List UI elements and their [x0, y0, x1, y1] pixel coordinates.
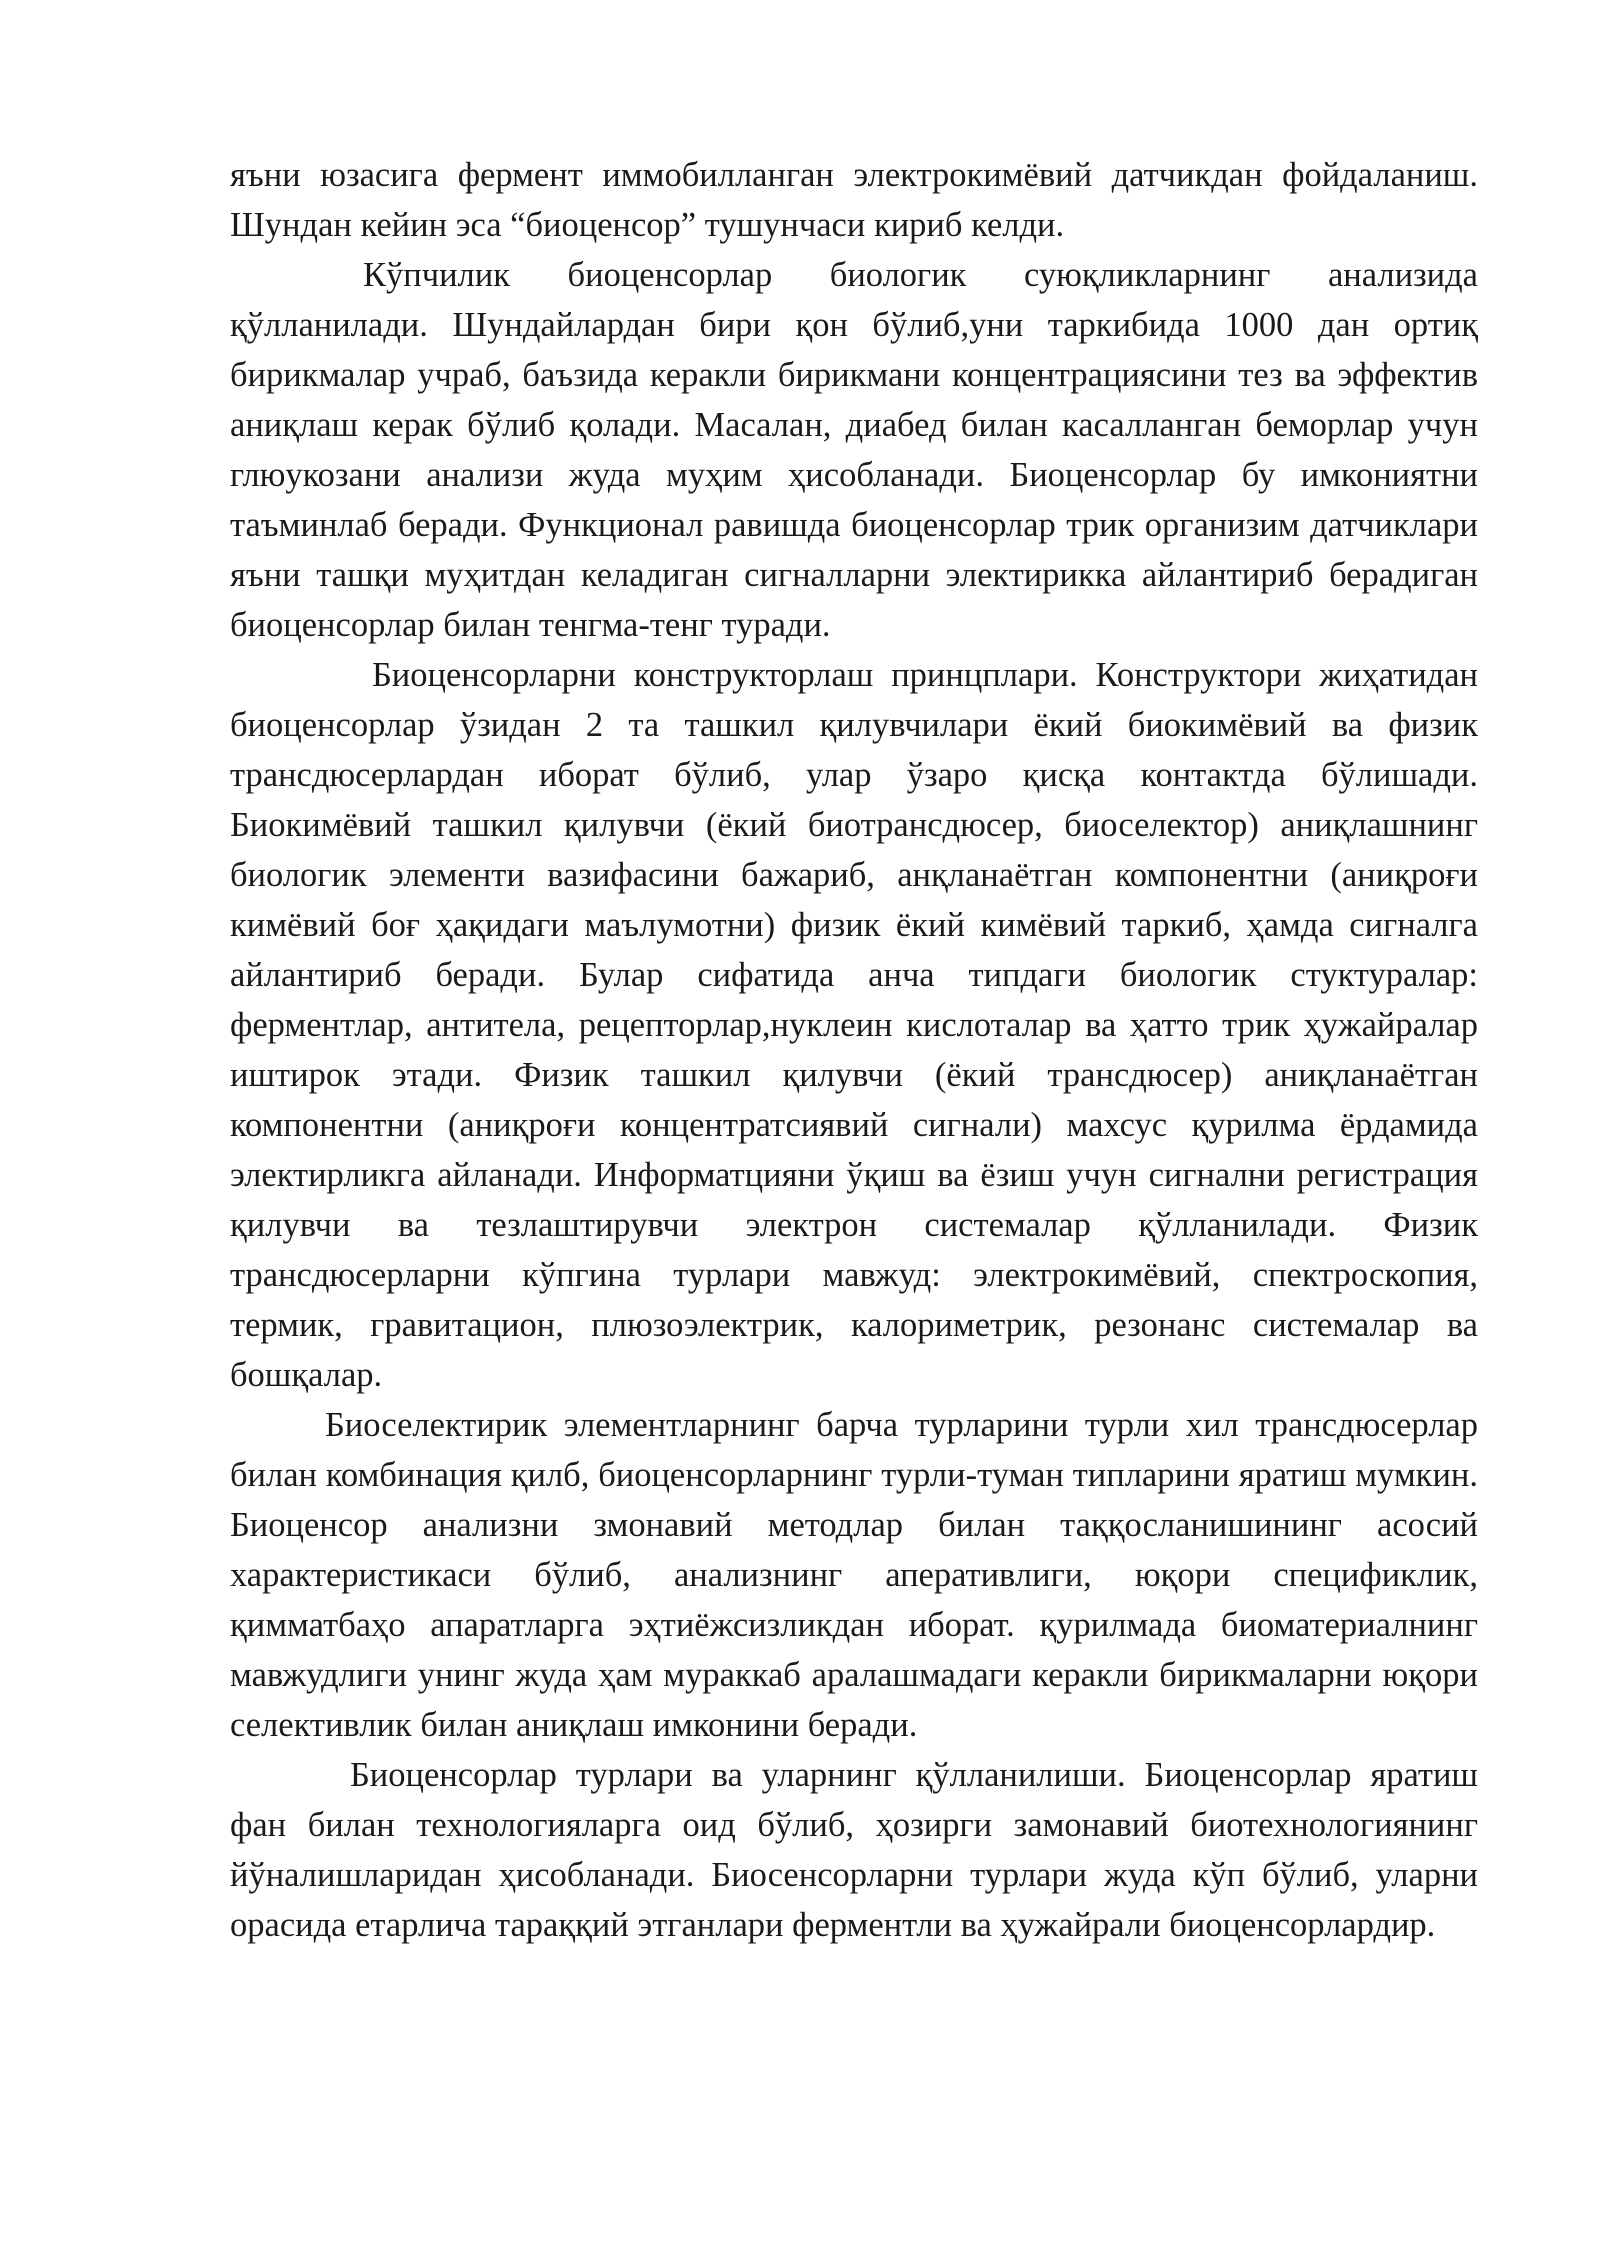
paragraph-4: Биоселектирик элементларнинг барча турларини турли хил трансдюсерлар билан комбинация қилб, биоценсорларнинг турли-туман типларини яратиш мумкин. Биоценсор анализни змонавий методлар билан таққосланишининг асосий характеристикаси бўлиб, анализнинг аперативлиги, юқори спецификлик, қимматбаҳо апаратларга эҳтиёжсизликдан иборат. қурилмада биоматериалнинг мавжудлиги унинг жуда ҳам мураккаб аралашмадаги керакли бирикмаларни юқори селективлик билан аниқлаш имконини беради. — [230, 1406, 1478, 1744]
paragraph-2: Кўпчилик биоценсорлар биологик суюқликларнинг анализида қўлланилади. Шундайлардан бири қон бўлиб,уни таркибида 1000 дан ортиқ бирикмалар учраб, баъзида керакли бирикмани концентрациясини тез ва эффектив аниқлаш керак бўлиб қолади. Масалан, диабед билан касалланган беморлар учун глюукозани анализи жуда муҳим ҳисобланади. Биоценсорлар бу имкониятни таъминлаб беради. Функционал равишда биоценсорлар трик организим датчиклари яъни ташқи муҳитдан келадиган сигналларни электирикка айлантириб берадиган биоценсорлар билан тенгма-тенг туради. — [230, 256, 1478, 644]
paragraph-1: яъни юзасига фермент иммобилланган электрокимёвий датчикдан фойдаланиш. Шундан кейин эса “биоценсор” тушунчаси кириб келди. — [230, 156, 1478, 244]
paragraph-3: Биоценсорларни конструкторлаш принцплари. Конструктори жиҳатидан биоценсорлар ўзидан 2 та ташкил қилувчилари ёкий биокимёвий ва физик трансдюсерлардан иборат бўлиб, улар ўзаро қисқа контактда бўлишади. Биокимёвий ташкил қилувчи (ёкий биотрансдюсер, биоселектор) аниқлашнинг биологик элементи вазифасини бажариб, анқланаётган компонентни (аниқроғи кимёвий боғ ҳақидаги маълумотни) физик ёкий кимёвий таркиб, ҳамда сигналга айлантириб беради. Булар сифатида анча типдаги биологик стуктуралар: ферментлар, антитела, рецепторлар,нуклеин кислоталар ва ҳатто трик ҳужайралар иштирок этади. Физик ташкил қилувчи (ёкий трансдюсер) аниқланаётган компонентни (аниқроғи концентратсиявий сигнали) махсус қурилма ёрдамида электирликга айланади. Информатцияни ўқиш ва ёзиш учун сигнални регистрация қилувчи ва тезлаштирувчи электрон системалар қўлланилади. Физик трансдюсерларни кўпгина турлари мавжуд: электрокимёвий, спектроскопия, термик, гравитацион, плюзоэлектрик, калориметрик, резонанс системалар ва бошқалар. — [230, 656, 1478, 1394]
paragraph-5: Биоценсорлар турлари ва уларнинг қўлланилиши. Биоценсорлар яратиш фан билан технологияларга оид бўлиб, ҳозирги замонавий биотехнологиянинг йўналишларидан ҳисобланади. Биосенсорларни турлари жуда кўп бўлиб, уларни орасида етарлича тараққий этганлари ферментли ва ҳужайрали биоценсорлардир. — [230, 1756, 1478, 1944]
document-body — [230, 150, 1478, 1950]
